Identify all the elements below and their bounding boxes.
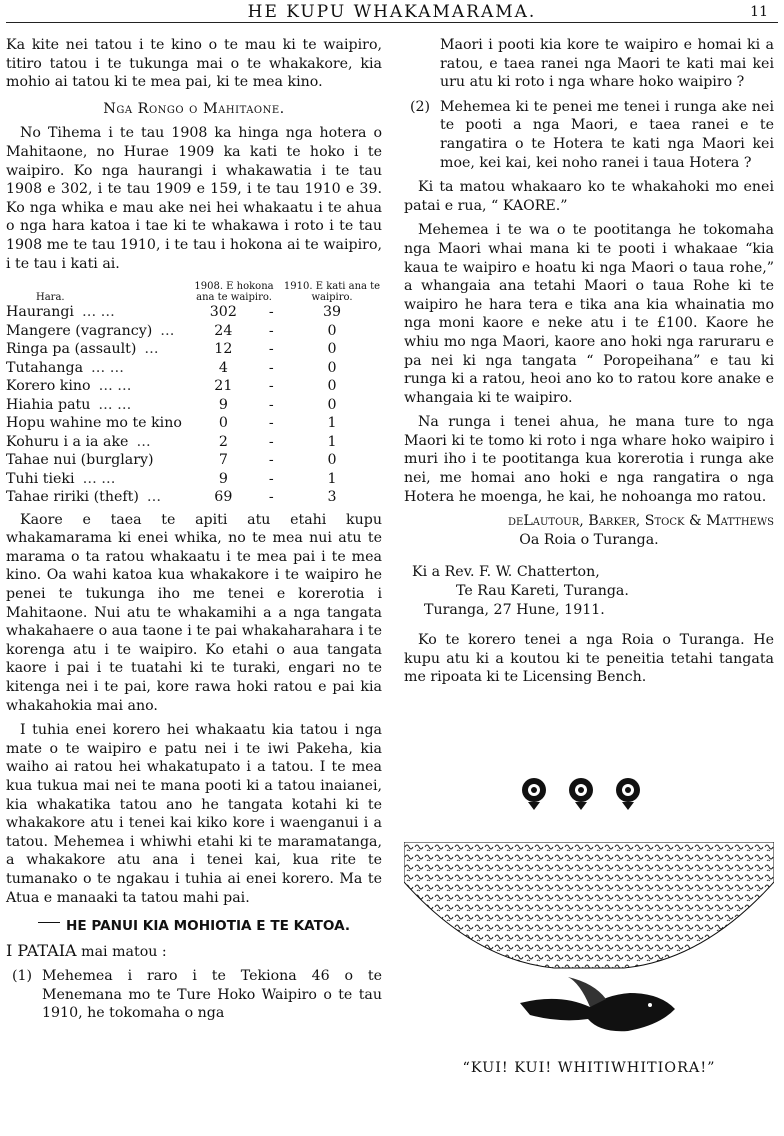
signature: deLautour, Barker, Stock & Matthews	[508, 513, 774, 530]
address-line-2: Te Rau Kareti, Turanga.	[456, 583, 629, 600]
value-1910: 0	[327, 396, 337, 413]
right-column	[404, 36, 774, 693]
table-row	[6, 377, 382, 396]
flower-icon	[569, 778, 593, 810]
leader-dots: … …	[98, 396, 132, 413]
table-row	[6, 488, 382, 507]
crime-name: Hopu wahine mo te kino	[6, 415, 182, 432]
crime-table	[6, 281, 382, 507]
value-1908: 24	[214, 322, 233, 339]
final-paragraph: Ko te korero tenei a nga Roia o Turanga. He kupu atu ki a koutou ki te peneitia tetahi tangata me ripoata ki te Licensing Bench.	[404, 632, 774, 686]
separator-dash: -	[268, 378, 274, 395]
leader-dots: …	[160, 322, 175, 339]
crime-name: Hiahia patu … …	[6, 396, 132, 413]
signature-title: Oa Roia o Turanga.	[519, 531, 659, 548]
value-1908: 7	[218, 452, 228, 469]
table-row	[6, 359, 382, 378]
notice-title: HE PANUI KIA MOHIOTIA E TE KATOA.	[6, 917, 382, 936]
value-1908: 69	[214, 489, 233, 506]
separator-dash: -	[268, 470, 274, 487]
table-row	[6, 470, 382, 489]
value-1910: 0	[327, 452, 337, 469]
col-hara-header: Hara.	[36, 292, 65, 304]
separator-dash: -	[268, 415, 274, 432]
value-1910: 3	[327, 489, 337, 506]
value-1910: 0	[327, 341, 337, 358]
leader-dots: … …	[82, 470, 116, 487]
value-1908: 9	[218, 470, 228, 487]
crime-rows	[6, 303, 382, 507]
decorative-banner-icon	[404, 842, 774, 972]
value-1908: 9	[218, 396, 228, 413]
crime-name: Tuhi tieki … …	[6, 470, 116, 487]
crime-name: Kohuru i a ia ake …	[6, 433, 151, 450]
question-1-continued: Maori i pooti kia kore te waipiro e homai ki a ratou, e taea ranei nga Maori te kati mai kei uru atu ki roto i nga whare hoko waipiro ?	[440, 37, 774, 91]
flower-icon	[522, 778, 546, 810]
separator-dash: -	[268, 433, 274, 450]
separator-dash: -	[268, 396, 274, 413]
crime-name: Korero kino … …	[6, 378, 132, 395]
crime-name: Tahae ririki (theft) …	[6, 489, 162, 506]
value-1910: 1	[327, 433, 337, 450]
pointing-hand-icon	[38, 922, 60, 931]
separator-dash: -	[268, 304, 274, 321]
crime-name: Haurangi … …	[6, 304, 115, 321]
notice-intro: I PATAIA mai matou :	[6, 940, 167, 960]
value-1910: 1	[327, 415, 337, 432]
leader-dots: … …	[81, 304, 115, 321]
value-1908: 2	[218, 433, 228, 450]
address-line-3: Turanga, 27 Hune, 1911.	[424, 601, 605, 618]
leader-dots: …	[136, 433, 151, 450]
section-title: Nga Rongo o Mahitaone.	[103, 100, 285, 117]
separator-dash: -	[268, 341, 274, 358]
separator-dash: -	[268, 489, 274, 506]
flower-icon	[616, 778, 640, 810]
running-title: HE KUPU WHAKAMARAMA.	[247, 2, 537, 22]
address-block	[404, 563, 774, 619]
separator-dash: -	[268, 322, 274, 339]
mahitaone-paragraph: No Tihema i te tau 1908 ka hinga nga hotera o Mahitaone, no Hurae 1909 ka kati te hoko i te waipiro. Ko nga haurangi i whakawatia i te tau 1908 e 302, i te tau 1909 e 159, i te tau 1910 e 39. Ko nga whika e mau ake nei hei whakaatu i te ahua o nga hara katoa i tae ki te whakawa i roto i te tau 1908 me te tau 1910, i te tau i hokona ai te waipiro, i te tau i kati ai.	[6, 125, 382, 272]
value-1910: 1	[327, 470, 337, 487]
leader-dots: …	[144, 341, 159, 358]
table-row	[6, 396, 382, 415]
value-1910: 0	[327, 322, 337, 339]
question-2: (2) Mehemea ki te penei me tenei i runga ake nei te pooti a nga Maori, e taea ranei e te rangatira o te Hotera te kati nga Maori kei moe, kei kai, kei noho ranei i taua Hotera ?	[410, 98, 774, 171]
separator-dash: -	[268, 452, 274, 469]
table-row	[6, 433, 382, 452]
answer-paragraph: Ki ta matou whakaaro ko te whakahoki mo enei patai e rua, “ KAORE.”	[404, 179, 774, 214]
left-column	[6, 36, 382, 1029]
value-1908: 4	[218, 359, 228, 376]
col-1910-header: 1910. E kati ana te waipiro.	[283, 281, 381, 304]
value-1908: 0	[218, 415, 228, 432]
crime-name: Tahae nui (burglary)	[6, 452, 154, 469]
table-row	[6, 303, 382, 322]
law-paragraph: Mehemea i te wa o te pootitanga he tokomaha nga Maori whai mana ki te pooti i whakaae “kia kaua te waipiro e hoatu ki nga Maori o taua rohe,” a whangaia ana tetahi Maori o taua Rohe ki te waipiro he hara tera e tika ana kia whainatia mo nga moni kaore e neke atu i te £100. Kaore he whiu mo nga Maori, kaore ano hoki nga raruraru e pa nei ki nga tangata “ Poropeihana” e tau ki runga ki a ratou, heoi ano ko to ratou kore anake e whangaia ki te waipiro.	[404, 222, 774, 406]
page-number: 11	[750, 4, 768, 20]
value-1910: 0	[327, 378, 337, 395]
leader-dots: …	[146, 489, 162, 506]
crime-name: Tutahanga … …	[6, 359, 124, 376]
crime-name: Mangere (vagrancy) …	[6, 322, 175, 339]
table-row	[6, 451, 382, 470]
table-row	[6, 340, 382, 359]
leader-dots: … …	[98, 378, 132, 395]
address-line-1: Ki a Rev. F. W. Chatterton,	[412, 564, 600, 581]
leader-dots: … …	[91, 359, 124, 376]
page-header	[0, 0, 784, 26]
value-1908: 302	[209, 304, 237, 321]
col-1908-header: 1908. E hokona ana te waipiro.	[194, 281, 274, 304]
flower-ornaments-icon	[404, 772, 774, 812]
value-1908: 21	[214, 378, 233, 395]
value-1910: 0	[327, 359, 337, 376]
table-row	[6, 322, 382, 341]
crime-name: Ringa pa (assault) …	[6, 341, 159, 358]
value-1908: 12	[214, 341, 233, 358]
table-header-row	[6, 281, 382, 303]
separator-dash: -	[268, 359, 274, 376]
question-1: (1) Mehemea i raro i te Tekiona 46 o te Menemana mo te Ture Hoko Waipiro o te tau 1910, he tokomaha o nga	[12, 968, 382, 1022]
explanation-paragraph: Kaore e taea te apiti atu etahi kupu whakamarama ki enei whika, no te mea nui atu te marama o ta ratou whakaatu i te mea pai i te mea kino. Oa wahi katoa kua whakakore i te waipiro he penei te tukunga iho me tenei e korerotia i Mahitaone. Nui atu te whakamihi a a nga tangata whakahaere o aua taone i te pai whakaharahara i te korenga atu i te waipiro. Ko etahi o aua tangata kaore i pai i te tuatahi ki te turaki, engari no te kitenga nei i te pai, kore rawa hoki ratou e pai kia whakahokia mai ano.	[6, 511, 382, 714]
intro-paragraph: Ka kite nei tatou i te kino o te mau ki te waipiro, titiro tatou i te tukunga mai o te whakakore, kia mohio ai tatou ki te mea pai, ki te mea kino.	[6, 37, 382, 91]
motto: “KUI! KUI! WHITIWHITIORA!”	[462, 1060, 716, 1076]
rights-paragraph: Na runga i tenei ahua, he mana ture to nga Maori ki te tomo ki roto i nga whare hoko waipiro i muri iho i te pootitanga kua korerotia i runga ake nei, me homai ano hoki e nga rangatira o nga Hotera he moenga, he kai, he nohoanga mo ratou.	[404, 414, 774, 505]
bird-icon	[510, 975, 680, 1045]
table-row	[6, 414, 382, 433]
header-rule	[6, 22, 778, 23]
value-1910: 39	[322, 304, 342, 321]
closing-paragraph: I tuhia enei korero hei whakaatu kia tatou i nga mate o te waipiro e patu nei i te iwi Pakeha, kia waiho ai ratou hei whakatupato i a tatou. I te mea kua tukua mai nei te mana pooti ki a tatou inaianei, kia whakatika tatou ano he tangata kotahi ki te whakakore atu i tenei kai kiko kore i waenganui i a tatou. Mehemea i whiwhi etahi ki te maramatanga, a whakakore atu ana i tenei kai, kua rite te tumanako o te ngakau i tuhia ai enei korero. Ma te Atua e manaaki ta tatou mahi pai.	[6, 722, 382, 906]
